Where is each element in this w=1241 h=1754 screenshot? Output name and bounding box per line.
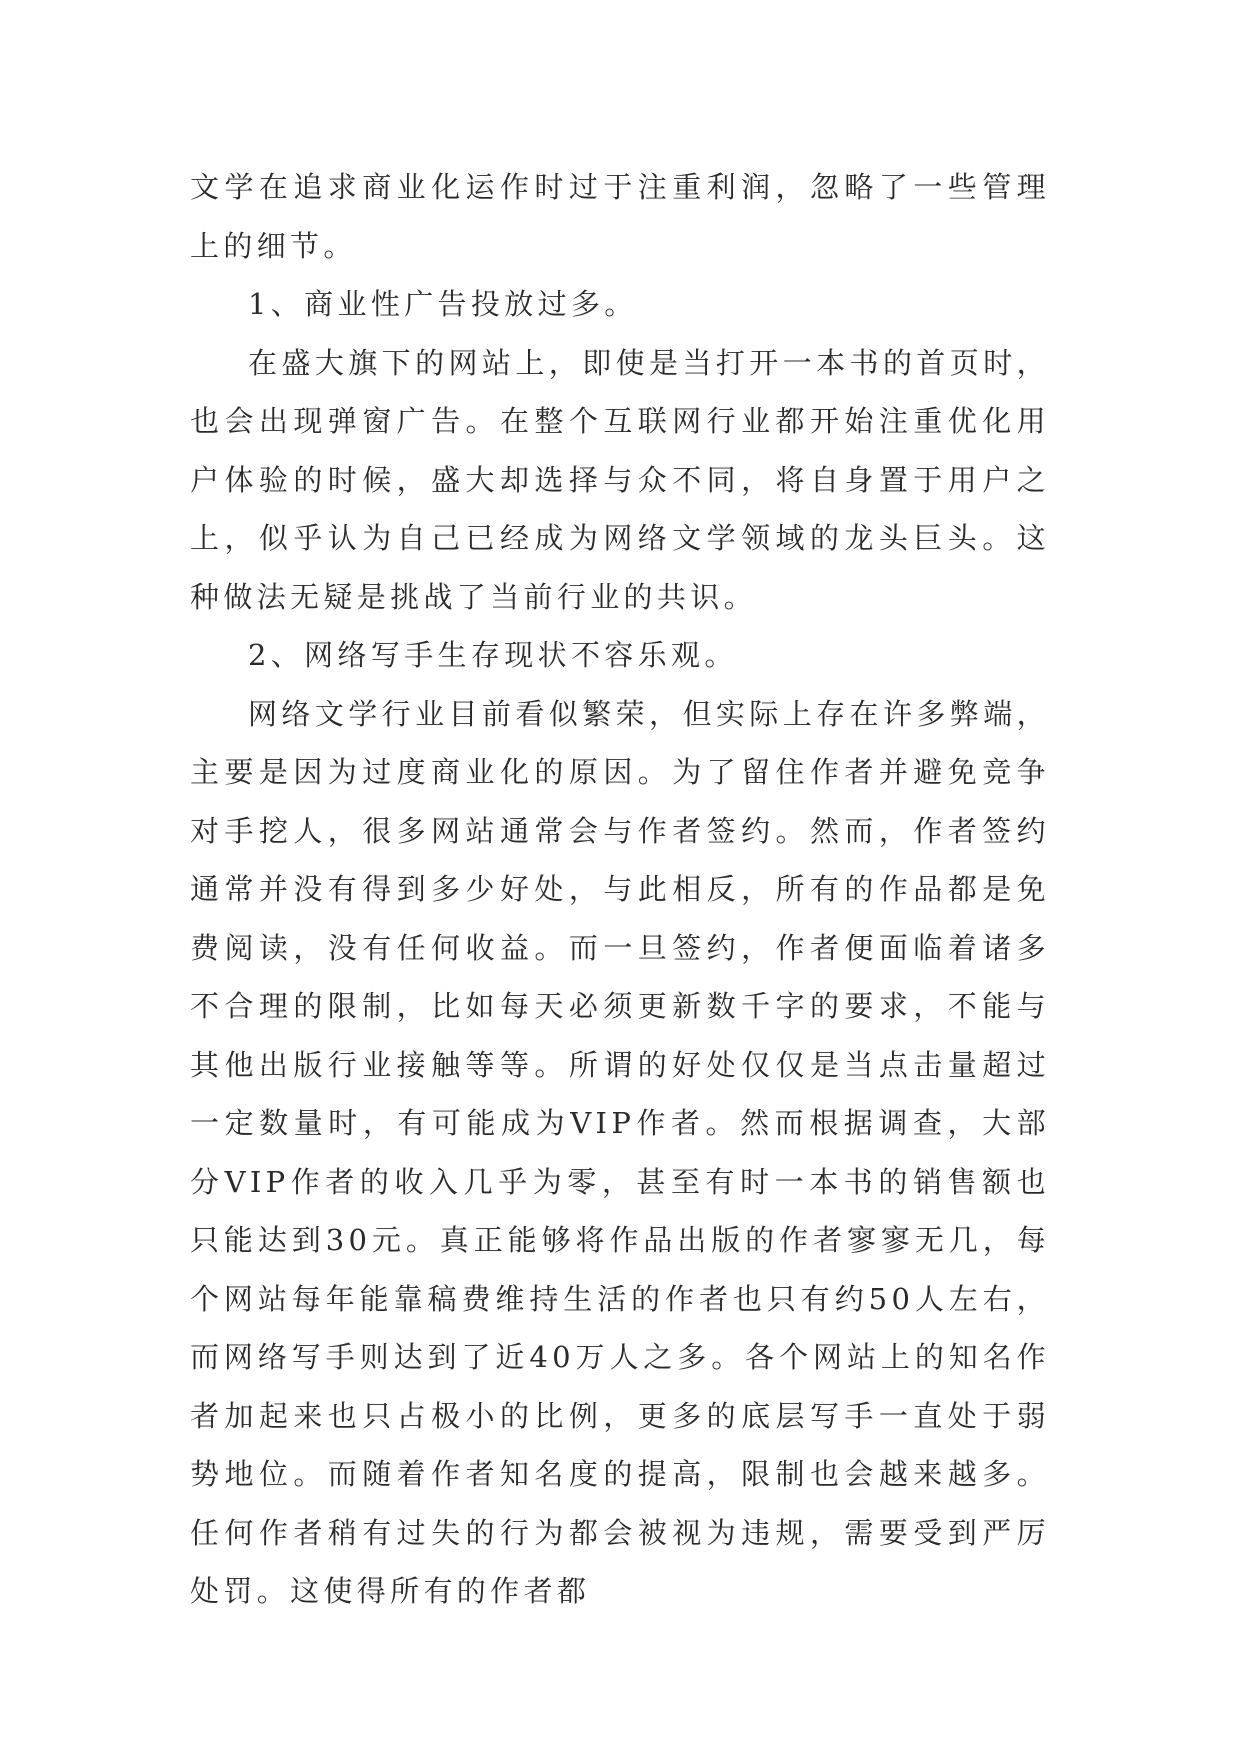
section-heading-writers: 2、网络写手生存现状不容乐观。 (248, 638, 738, 672)
paragraph-continuation: 文学在追求商业化运作时过于注重利润，忽略了一些管理上的细节。 (190, 170, 1050, 263)
document-body (190, 158, 1050, 1621)
paragraph-ads: 在盛大旗下的网站上，即使是当打开一本书的首页时，也会出现弹窗广告。在整个互联网行业都开始注重优化用户体验的时候，盛大却选择与众不同，将自身置于用户之上，似乎认为自己已经成为网络文学领域的龙头巨头。这种做法无疑是挑战了当前行业的共识。 (190, 345, 1050, 614)
paragraph-writers: 网络文学行业目前看似繁荣，但实际上存在许多弊端，主要是因为过度商业化的原因。为了留住作者并避免竞争对手挖人，很多网站通常会与作者签约。然而，作者签约通常并没有得到多少好处，与此相反，所有的作品都是免费阅读，没有任何收益。而一旦签约，作者便面临着诸多不合理的限制，比如每天必须更新数千字的要求，不能与其他出版行业接触等等。所谓的好处仅仅是当点击量超过一定数量时，有可能成为VIP作者。然而根据调查，大部分VIP作者的收入几乎为零，甚至有时一本书的销售额也只能达到30元。真正能够将作品出版的作者寥寥无几，每个网站每年能靠稿费维持生活的作者也只有约50人左右，而网络写手则达到了近40万人之多。各个网站上的知名作者加起来也只占极小的比例，更多的底层写手一直处于弱势地位。而随着作者知名度的提高，限制也会越来越多。任何作者稍有过失的行为都会被视为违规，需要受到严厉处罚。这使得所有的作者都 (190, 696, 1050, 1608)
section-heading-ads: 1、商业性广告投放过多。 (248, 287, 638, 321)
